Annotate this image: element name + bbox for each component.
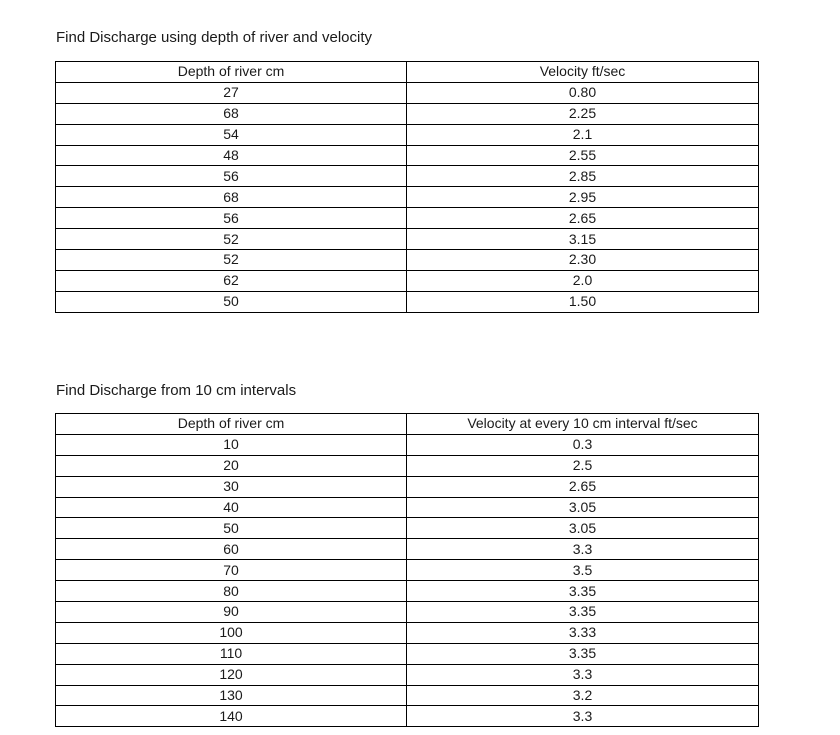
depth-cell: 68 [56,187,407,208]
table-row [56,208,759,229]
depth-cell: 100 [56,622,407,643]
depth-cell: 56 [56,208,407,229]
table-row [56,434,759,455]
table-row [56,124,759,145]
depth-cell: 56 [56,166,407,187]
depth-cell: 52 [56,229,407,250]
velocity-cell: 2.5 [407,455,759,476]
table-row [56,250,759,271]
table-row [56,539,759,560]
table-row [56,518,759,539]
table-row [56,103,759,124]
velocity-cell: 2.25 [407,103,759,124]
depth-cell: 30 [56,476,407,497]
depth-cell: 52 [56,250,407,271]
depth-cell: 10 [56,434,407,455]
table-row [56,664,759,685]
depth-cell: 54 [56,124,407,145]
velocity-cell: 3.3 [407,664,759,685]
table-row [56,291,759,312]
velocity-cell: 3.3 [407,706,759,727]
table-row [56,166,759,187]
velocity-cell: 3.5 [407,560,759,581]
table-row [56,497,759,518]
column-header-velocity-interval: Velocity at every 10 cm interval ft/sec [407,414,759,435]
table-header-row [56,62,759,83]
velocity-cell: 3.33 [407,622,759,643]
depth-cell: 27 [56,82,407,103]
table-row [56,270,759,291]
depth-cell: 90 [56,602,407,623]
table-row [56,145,759,166]
velocity-cell: 0.80 [407,82,759,103]
velocity-cell: 1.50 [407,291,759,312]
velocity-cell: 3.2 [407,685,759,706]
table-2-title: Find Discharge from 10 cm intervals [56,382,297,399]
interval-velocity-table [55,413,759,727]
depth-cell: 70 [56,560,407,581]
table-row [56,82,759,103]
column-header-depth: Depth of river cm [56,414,407,435]
table-row [56,602,759,623]
table-row [56,685,759,706]
velocity-cell: 2.65 [407,208,759,229]
velocity-cell: 2.95 [407,187,759,208]
table-row [56,476,759,497]
column-header-depth: Depth of river cm [56,62,407,83]
column-header-velocity: Velocity ft/sec [407,62,759,83]
velocity-cell: 3.05 [407,497,759,518]
velocity-cell: 2.85 [407,166,759,187]
depth-cell: 48 [56,145,407,166]
depth-cell: 120 [56,664,407,685]
velocity-cell: 3.35 [407,643,759,664]
velocity-cell: 3.35 [407,581,759,602]
table-row [56,229,759,250]
table-header-row [56,414,759,435]
table-row [56,706,759,727]
depth-cell: 68 [56,103,407,124]
depth-cell: 62 [56,270,407,291]
depth-cell: 50 [56,518,407,539]
velocity-cell: 2.30 [407,250,759,271]
depth-cell: 140 [56,706,407,727]
depth-cell: 80 [56,581,407,602]
depth-cell: 60 [56,539,407,560]
velocity-cell: 2.65 [407,476,759,497]
table-1-title: Find Discharge using depth of river and velocity [56,29,372,46]
velocity-cell: 2.55 [407,145,759,166]
velocity-cell: 3.3 [407,539,759,560]
table-row [56,622,759,643]
depth-cell: 40 [56,497,407,518]
depth-cell: 50 [56,291,407,312]
depth-cell: 110 [56,643,407,664]
velocity-cell: 2.0 [407,270,759,291]
velocity-cell: 3.05 [407,518,759,539]
table-row [56,187,759,208]
velocity-cell: 2.1 [407,124,759,145]
table-row [56,643,759,664]
table-row [56,581,759,602]
depth-velocity-table [55,61,759,313]
depth-cell: 130 [56,685,407,706]
depth-cell: 20 [56,455,407,476]
table-row [56,560,759,581]
velocity-cell: 3.15 [407,229,759,250]
velocity-cell: 3.35 [407,602,759,623]
velocity-cell: 0.3 [407,434,759,455]
table-row [56,455,759,476]
